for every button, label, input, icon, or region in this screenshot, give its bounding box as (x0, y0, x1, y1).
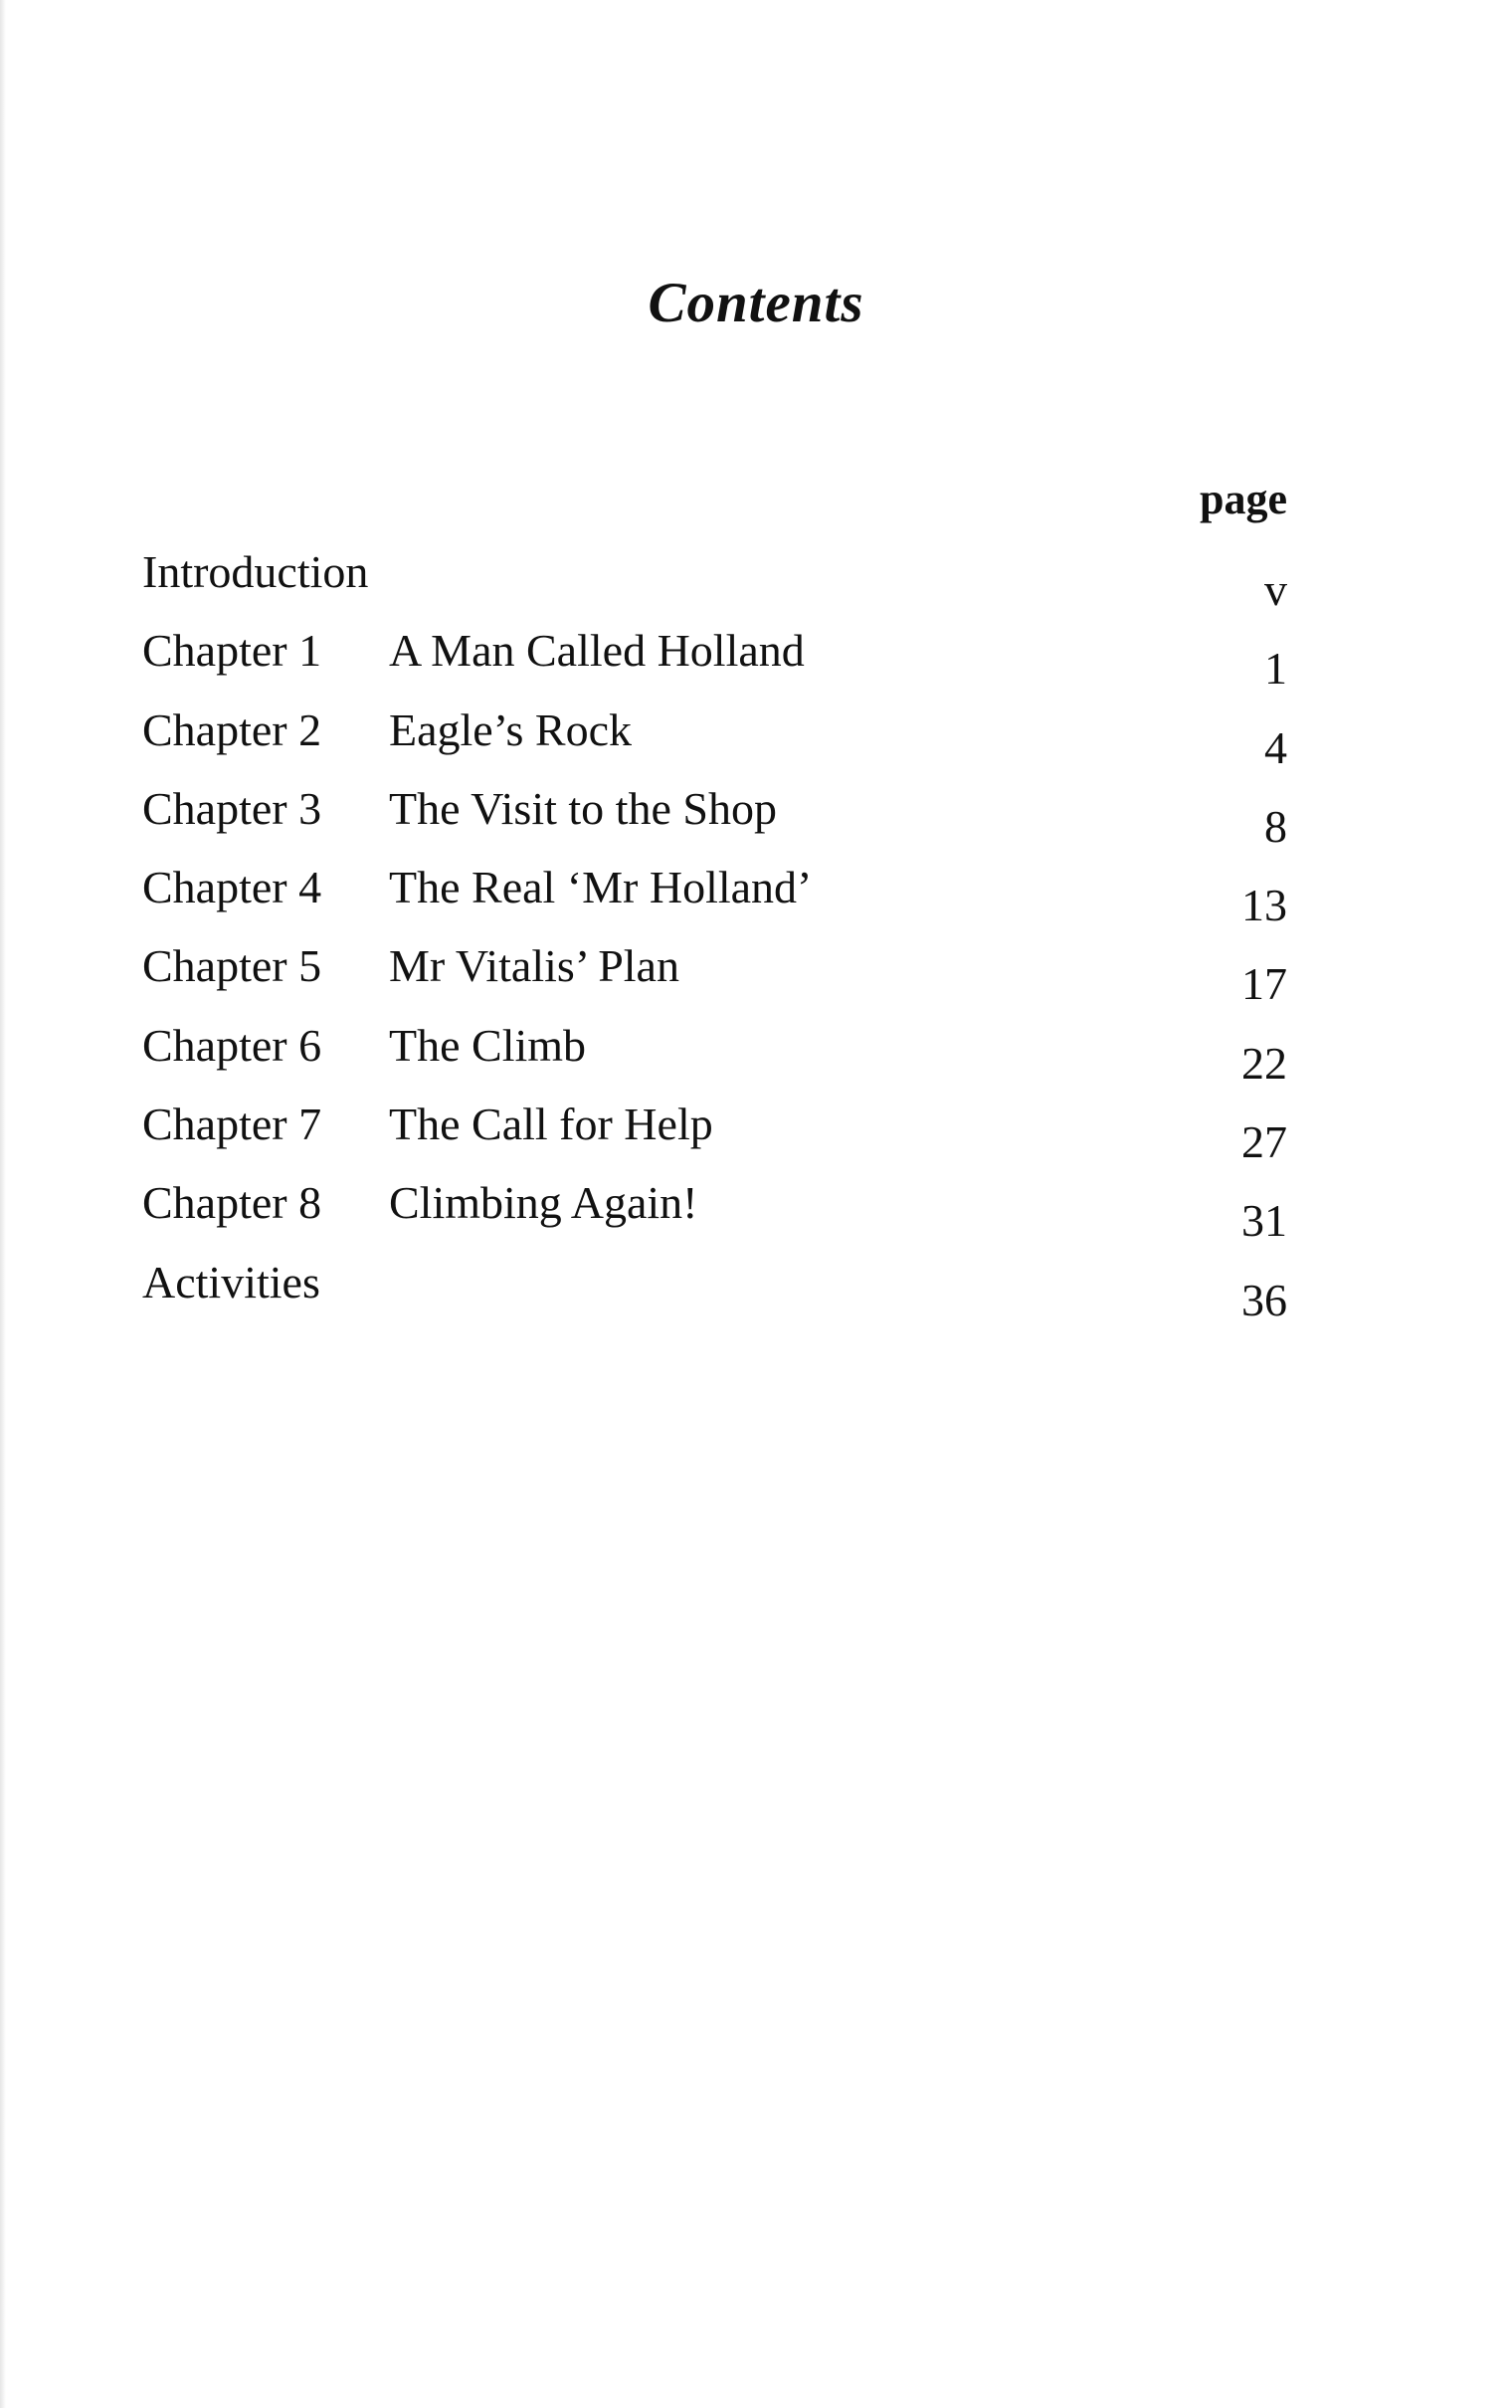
toc-entry-title: Eagle’s Rock (389, 703, 632, 755)
toc-entry-page: 1 (1264, 643, 1287, 695)
toc-entry-page: 8 (1264, 800, 1287, 852)
toc-entry-page: 17 (1241, 958, 1287, 1010)
toc-entry-label: Chapter 8 (142, 1177, 322, 1229)
toc-entry-chapter-7[interactable] (142, 1099, 1287, 1180)
toc-entry-title: The Climb (389, 1019, 587, 1071)
toc-entry-label: Chapter 7 (142, 1099, 322, 1150)
toc-entry-chapter-4[interactable] (142, 862, 1287, 943)
toc-entry-page: 22 (1241, 1037, 1287, 1089)
toc-entry-chapter-8[interactable] (142, 1177, 1287, 1259)
toc-entry-label: Chapter 6 (142, 1019, 322, 1071)
toc-entry-activities[interactable] (142, 1256, 1287, 1338)
toc-entry-page: 13 (1241, 880, 1287, 931)
toc-entry-chapter-1[interactable] (142, 625, 1287, 706)
toc-entry-label: Chapter 1 (142, 625, 322, 677)
toc-entry-chapter-5[interactable] (142, 940, 1287, 1022)
page-edge-shadow (0, 0, 6, 2408)
toc-entry-title: The Visit to the Shop (389, 782, 777, 834)
toc-entry-chapter-3[interactable] (142, 782, 1287, 865)
toc-entry-title: The Call for Help (389, 1099, 713, 1150)
toc-entry-introduction[interactable] (142, 546, 1287, 628)
contents-title: Contents (648, 272, 864, 334)
toc-entry-label: Chapter 3 (142, 782, 322, 834)
toc-entry-page: 31 (1241, 1195, 1287, 1247)
toc-entry-page: 27 (1241, 1116, 1287, 1168)
toc-entry-label: Chapter 4 (142, 862, 322, 913)
toc-entry-chapter-2[interactable] (142, 703, 1287, 786)
toc-entry-page: 36 (1241, 1274, 1287, 1325)
toc-entry-title: Mr Vitalis’ Plan (389, 940, 679, 992)
toc-entry-chapter-6[interactable] (142, 1019, 1287, 1102)
toc-entry-page: 4 (1264, 721, 1287, 773)
toc-entry-label: Chapter 5 (142, 940, 322, 992)
toc-entry-label: Activities (142, 1256, 320, 1307)
page-column-header: page (1200, 475, 1287, 523)
toc-entry-label: Chapter 2 (142, 703, 322, 755)
table-of-contents (142, 546, 1287, 1338)
toc-entry-title: The Real ‘Mr Holland’ (389, 862, 813, 913)
toc-entry-title: Climbing Again! (389, 1177, 698, 1229)
toc-entry-page: v (1264, 564, 1287, 615)
toc-entry-title: A Man Called Holland (389, 625, 805, 677)
toc-entry-label: Introduction (142, 546, 369, 597)
